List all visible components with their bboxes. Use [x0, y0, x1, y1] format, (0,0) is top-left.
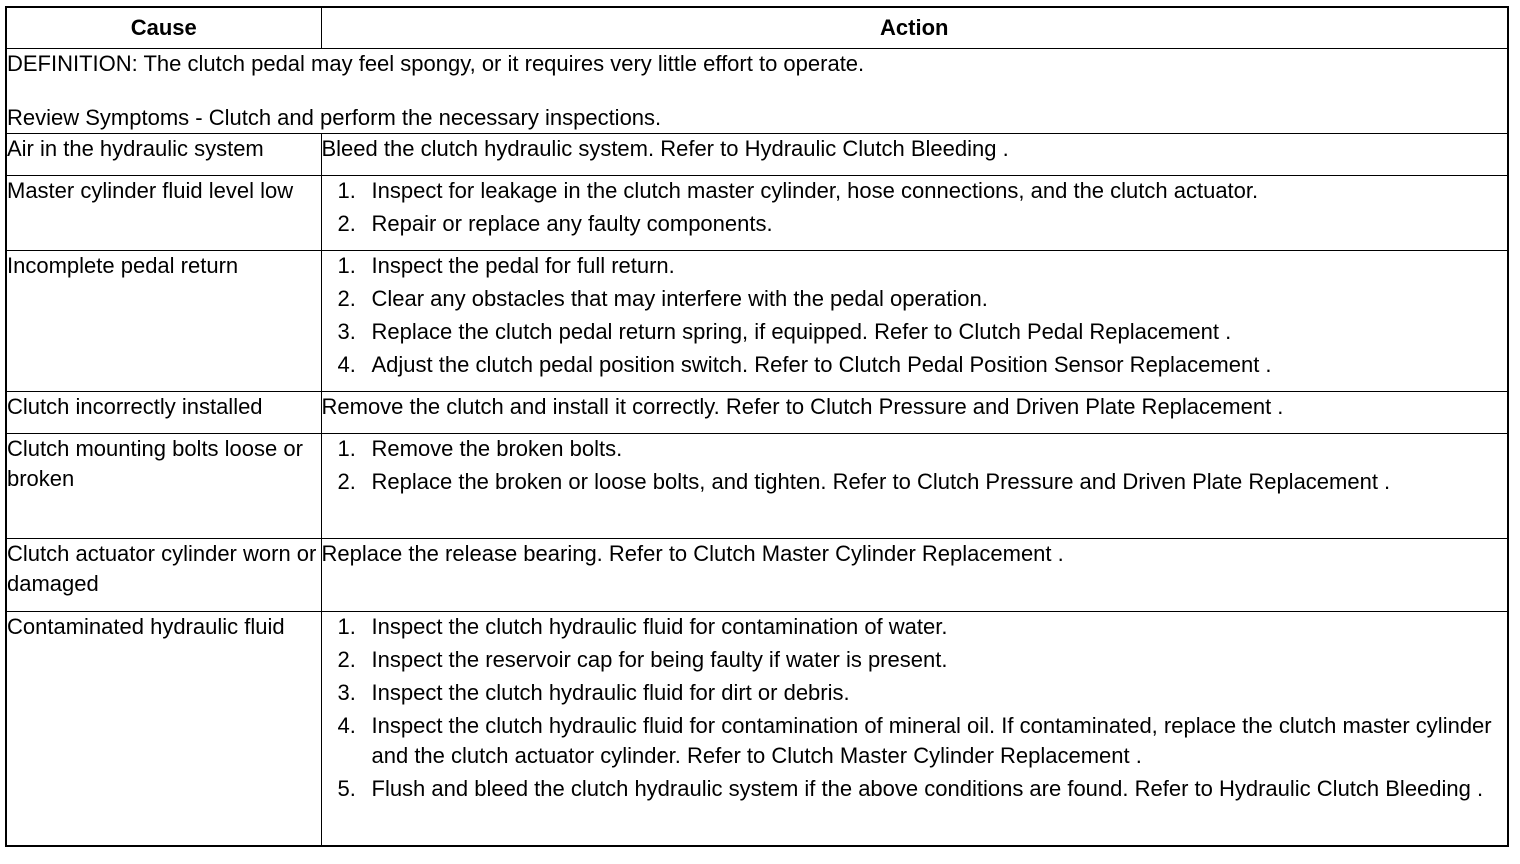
action-step	[322, 774, 1508, 804]
action-cell	[321, 176, 1508, 251]
step-text: Inspect the clutch hydraulic fluid for contamination of water.	[371, 614, 948, 639]
step-number: 2.	[337, 286, 356, 311]
cause-cell: Clutch actuator cylinder worn or damaged	[6, 539, 321, 612]
definition-cell	[6, 49, 1508, 134]
definition-text: DEFINITION: The clutch pedal may feel spongy, or it requires very little effort to operate.	[7, 51, 865, 76]
cause-header: Cause	[6, 7, 321, 49]
header-row	[6, 7, 1508, 49]
action-step	[322, 209, 1508, 239]
action-step	[322, 251, 1508, 281]
step-text: Inspect the clutch hydraulic fluid for contamination of mineral oil. If contaminated, replace the clutch master cylinder and the clutch actuator cylinder. Refer to Clutch Master Cylinder Replacement .	[371, 713, 1492, 768]
action-step	[322, 612, 1508, 642]
action-step	[322, 645, 1508, 675]
action-cell: Remove the clutch and install it correctly. Refer to Clutch Pressure and Driven Plate Replacement .	[321, 392, 1508, 434]
step-number: 2.	[337, 469, 356, 494]
action-steps	[322, 251, 1508, 380]
table-row	[6, 251, 1508, 392]
step-number: 2.	[337, 211, 356, 236]
diagnostic-table	[5, 6, 1509, 847]
cause-cell: Air in the hydraulic system	[6, 134, 321, 176]
table-row	[6, 539, 1508, 612]
step-number: 3.	[337, 680, 356, 705]
review-text: Review Symptoms - Clutch and perform the necessary inspections.	[7, 105, 662, 130]
step-number: 5.	[337, 776, 356, 801]
step-text: Replace the clutch pedal return spring, if equipped. Refer to Clutch Pedal Replacement .	[371, 319, 1232, 344]
step-number: 2.	[337, 647, 356, 672]
step-number: 4.	[337, 352, 356, 377]
action-step	[322, 176, 1508, 206]
table-row	[6, 612, 1508, 846]
step-number: 1.	[337, 614, 356, 639]
step-text: Inspect for leakage in the clutch master cylinder, hose connections, and the clutch actuator.	[371, 178, 1259, 203]
table-row	[6, 434, 1508, 539]
step-number: 4.	[337, 713, 356, 738]
step-number: 1.	[337, 178, 356, 203]
action-step	[322, 350, 1508, 380]
action-cell	[321, 612, 1508, 846]
action-step	[322, 467, 1508, 497]
step-text: Adjust the clutch pedal position switch. Refer to Clutch Pedal Position Sensor Replacement .	[371, 352, 1272, 377]
step-number: 3.	[337, 319, 356, 344]
table-row	[6, 134, 1508, 176]
step-text: Inspect the pedal for full return.	[371, 253, 675, 278]
step-text: Replace the broken or loose bolts, and tighten. Refer to Clutch Pressure and Driven Plate Replacement .	[371, 469, 1391, 494]
action-cell: Replace the release bearing. Refer to Clutch Master Cylinder Replacement .	[321, 539, 1508, 612]
step-text: Clear any obstacles that may interfere with the pedal operation.	[371, 286, 988, 311]
table-row	[6, 392, 1508, 434]
table-row	[6, 176, 1508, 251]
step-text: Repair or replace any faulty components.	[371, 211, 773, 236]
step-number: 1.	[337, 253, 356, 278]
step-text: Inspect the reservoir cap for being faulty if water is present.	[371, 647, 948, 672]
step-text: Remove the broken bolts.	[371, 436, 623, 461]
action-steps	[322, 176, 1508, 239]
step-number: 1.	[337, 436, 356, 461]
step-text: Inspect the clutch hydraulic fluid for dirt or debris.	[371, 680, 850, 705]
cause-cell: Clutch mounting bolts loose or broken	[6, 434, 321, 539]
cause-cell: Incomplete pedal return	[6, 251, 321, 392]
cause-cell: Contaminated hydraulic fluid	[6, 612, 321, 846]
cause-cell: Master cylinder fluid level low	[6, 176, 321, 251]
step-text: Flush and bleed the clutch hydraulic system if the above conditions are found. Refer to Hydraulic Clutch Bleeding .	[371, 776, 1484, 801]
action-steps	[322, 434, 1508, 497]
action-cell: Bleed the clutch hydraulic system. Refer to Hydraulic Clutch Bleeding .	[321, 134, 1508, 176]
action-header: Action	[321, 7, 1508, 49]
action-steps	[322, 612, 1508, 804]
definition-row	[6, 49, 1508, 134]
cause-cell: Clutch incorrectly installed	[6, 392, 321, 434]
action-step	[322, 284, 1508, 314]
action-step	[322, 711, 1508, 771]
action-step	[322, 678, 1508, 708]
action-cell	[321, 434, 1508, 539]
action-step	[322, 317, 1508, 347]
action-step	[322, 434, 1508, 464]
action-cell	[321, 251, 1508, 392]
